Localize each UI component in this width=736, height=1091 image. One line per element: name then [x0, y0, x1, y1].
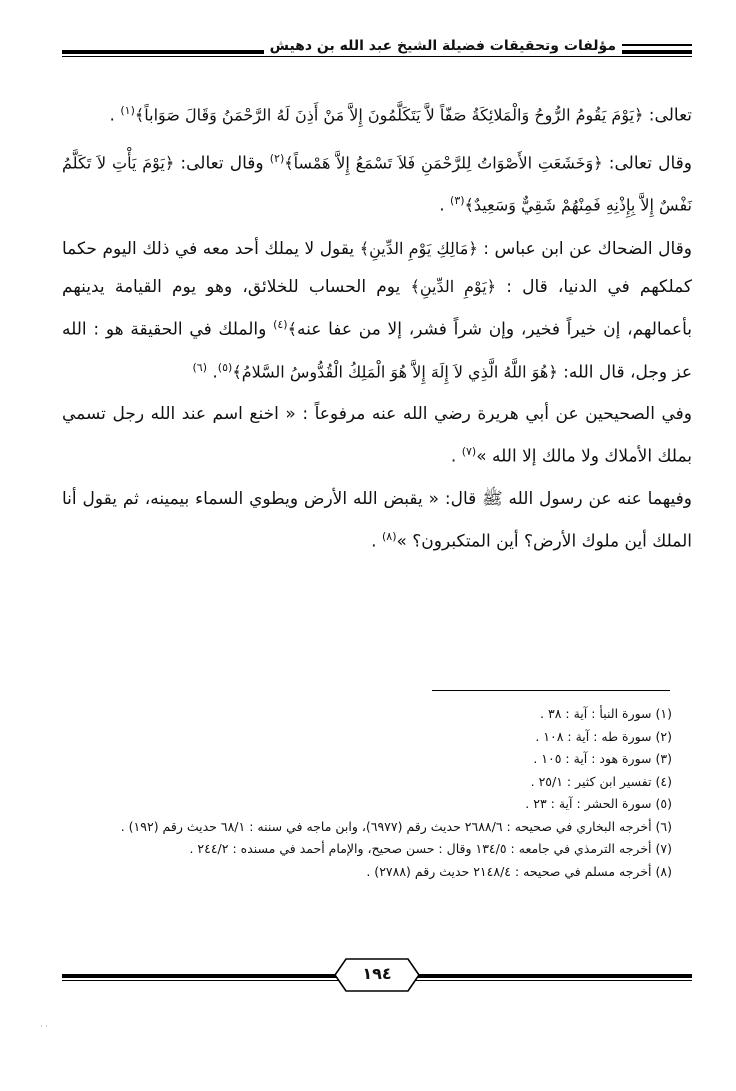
text-segment: وفيهما عنه عن رسول الله ﷺ قال: « يقبض الله الأرض ويطوي السماء بيمينه، ثم يقول أنا الملك أين ملوك الأرض؟ أين المتكبرون؟ » — [62, 488, 692, 552]
footnote-item: (٥) سورة الحشر : آية : ٢٣ . — [525, 796, 672, 811]
footnote-item: (٤) تفسير ابن كثير : ٢٥/١ . — [530, 773, 672, 789]
text-segment: . — [371, 531, 382, 552]
paragraph — [62, 92, 692, 135]
footnote-item: (١) سورة النبأ : آية : ٣٨ . — [540, 706, 672, 721]
header-rule-thin — [62, 56, 692, 57]
paragraph — [62, 140, 692, 225]
text-segment: يقول لا يملك أحد معه في ذلك اليوم حكما كملكهم في الدنيا، قال : — [62, 238, 692, 297]
footnote-item: (٦) أخرجه البخاري في صحيحه : ٢٦٨٨/٦ حديث رقم (٦٩٧٧)، وابن ماجه في سننه : ٦٨/١ حديث رقم (١٩٢) . — [120, 818, 672, 834]
quran-verse: ﴾ — [287, 319, 297, 339]
footnote-reference: (٢) — [269, 151, 285, 165]
text-segment: تعالى: — [643, 105, 692, 126]
page-number-frame — [334, 958, 420, 992]
footnote-item: (٧) أخرجه الترمذي في جامعه : ١٣٤/٥ وقال : حسن صحيح، والإمام أحمد في مسنده : ٢٤٤/٢ . — [189, 841, 672, 856]
footnote-separator — [432, 690, 670, 691]
page-footer — [62, 956, 692, 996]
header-ornament — [622, 44, 692, 46]
text-segment: . — [439, 195, 451, 216]
text-segment: والملك في الحقيقة هو : الله عز وجل، قال الله: — [62, 319, 692, 383]
text-segment: . — [206, 362, 218, 383]
quran-verse: ﴿يَوْمَ يَأْتِ لاَ تَكَلَّمُ نَفْسٌ إِلاَّ بِإِذْنِهِ فَمِنْهُمْ شَقِيٌّ وَسَعِيدٌ﴾ — [62, 153, 692, 215]
text-segment: وقال الضحاك عن ابن عباس : — [477, 238, 693, 259]
quran-verse: ﴿وَخَشَعَتِ الأَصْوَاتُ لِلرَّحْمَنِ فَلاَ تَسْمَعُ إِلاَّ هَمْساً﴾ — [284, 153, 603, 173]
footnotes — [62, 703, 672, 883]
text-segment: . — [450, 446, 462, 467]
footnote-item: (٣) سورة هود : آية : ١٠٥ . — [533, 751, 672, 766]
footnote-reference: (١) — [120, 104, 135, 117]
footnote-reference: (٨) — [381, 529, 397, 543]
footnote-item: (٢) سورة طه : آية : ١٠٨ . — [535, 728, 672, 744]
quran-verse: ﴿هُوَ اللَّهُ الَّذِي لاَ إِلَهَ إِلاَّ هُوَ الْمَلِكُ الْقُدُّوسُ السَّلامُ﴾ — [232, 362, 558, 382]
paragraph — [62, 396, 692, 476]
footnote-reference: (٧) — [461, 445, 477, 459]
footnote-reference: (٤) — [273, 317, 288, 331]
footnote-reference: (٥) — [217, 360, 233, 374]
footnote-item: (٨) أخرجه مسلم في صحيحه : ٢١٤٨/٤ حديث رقم (٢٧٨٨) . — [366, 863, 672, 879]
running-header — [62, 36, 692, 66]
text-segment: وفي الصحيحين عن أبي هريرة رضي الله عنه مرفوعاً : « اخنع اسم عند الله رجل تسمي بملك الأملاك ولا مالك إلا الله » — [62, 404, 692, 467]
text-segment: يوم الحساب للخلائق، وهو يوم القيامة يدينهم بأعمالهم، إن خيراً فخير، وإن شراً فشر، إلا من عفا عنه — [62, 276, 692, 340]
header-title: مؤلفات وتحقيقات فضيلة الشيخ عبد الله بن دهيش — [264, 38, 622, 54]
text-segment: . — [109, 105, 121, 126]
footnote-reference: (٦) — [192, 360, 207, 374]
paragraph — [62, 230, 692, 391]
page-number: ١٩٤ — [362, 964, 392, 983]
text-segment: وقال تعالى: — [602, 153, 692, 174]
quran-verse: ﴿مَالِكِ يَوْمِ الدِّينِ﴾ — [359, 238, 478, 258]
footnote-reference: (٣) — [450, 194, 465, 208]
paragraph — [62, 481, 692, 561]
quran-verse: ﴿يَوْمِ الدِّينِ﴾ — [410, 276, 497, 296]
main-text — [62, 92, 692, 566]
text-segment: وقال تعالى: — [174, 153, 270, 174]
quran-verse: ﴿يَوْمَ يَقُومُ الرُّوحُ وَالْمَلائِكَةُ صَفّاً لاَّ يَتَكَلَّمُونَ إِلاَّ مَنْ أَذِنَ لَهُ الرَّحْمَنُ وَقَالَ صَوَاباً﴾ — [134, 105, 644, 125]
scan-specks: · · — [40, 1022, 48, 1031]
